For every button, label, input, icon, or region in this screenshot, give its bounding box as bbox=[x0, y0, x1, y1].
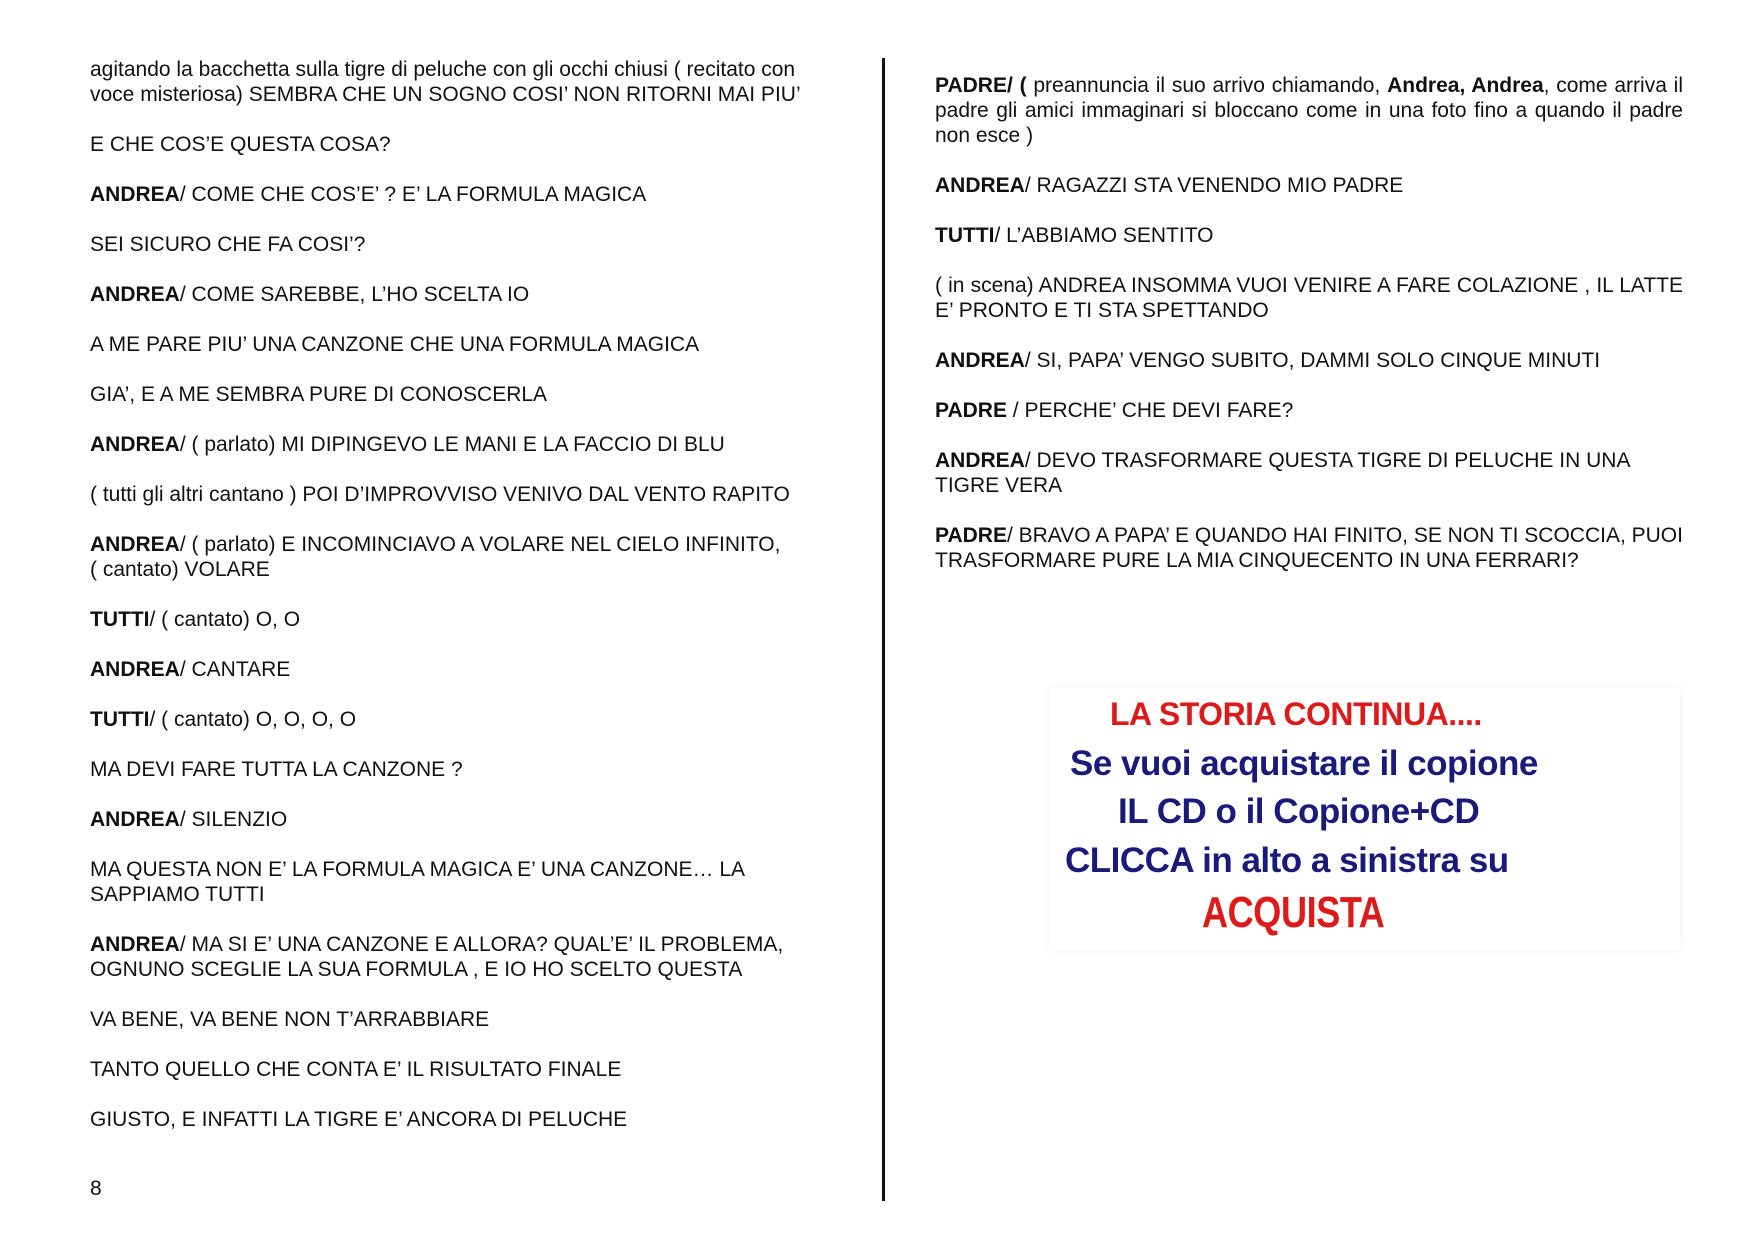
column-divider bbox=[882, 58, 885, 1201]
speaker-name: ANDREA bbox=[90, 183, 180, 206]
dialogue-line: ANDREA/ ( parlato) MI DIPINGEVO LE MANI E LA FACCIO DI BLU bbox=[90, 433, 725, 456]
speaker-name: PADRE/ ( bbox=[935, 74, 1027, 97]
acquista-label: ACQUISTA bbox=[1202, 888, 1385, 937]
speaker-name: PADRE bbox=[935, 524, 1007, 547]
speaker-name: TUTTI bbox=[90, 708, 150, 731]
dialogue-line: TUTTI/ ( cantato) O, O bbox=[90, 608, 301, 631]
dialogue-line: E CHE COS’E QUESTA COSA? bbox=[90, 133, 391, 156]
dialogue-line: ANDREA/ ( parlato) E INCOMINCIAVO A VOLARE NEL CIELO INFINITO, ( cantato) VOLARE bbox=[90, 533, 781, 581]
speaker-name: ANDREA bbox=[935, 449, 1025, 472]
promo-headline: LA STORIA CONTINUA.... bbox=[1110, 696, 1482, 732]
dialogue-line: PADRE/ BRAVO A PAPA’ E QUANDO HAI FINITO, SE NON TI SCOCCIA, PUOI TRASFORMARE PURE LA MIA CINQUECENTO IN UNA FERRARI? bbox=[935, 524, 1683, 572]
speaker-name: PADRE bbox=[935, 399, 1007, 422]
dialogue-line: ( in scena) ANDREA INSOMMA VUOI VENIRE A FARE COLAZIONE , IL LATTE E’ PRONTO E TI STA SPETTANDO bbox=[935, 274, 1683, 322]
dialogue-line: A ME PARE PIU’ UNA CANZONE CHE UNA FORMULA MAGICA bbox=[90, 333, 700, 356]
speaker-name: ANDREA bbox=[90, 433, 180, 456]
dialogue-line: ANDREA/ CANTARE bbox=[90, 658, 291, 681]
dialogue-line: MA QUESTA NON E’ LA FORMULA MAGICA E’ UNA CANZONE… LA SAPPIAMO TUTTI bbox=[90, 858, 746, 906]
promo-line: IL CD o il Copione+CD bbox=[1118, 792, 1480, 831]
dialogue-line: SEI SICURO CHE FA COSI’? bbox=[90, 233, 366, 256]
speaker-name: TUTTI bbox=[90, 608, 150, 631]
dialogue-line: MA DEVI FARE TUTTA LA CANZONE ? bbox=[90, 758, 463, 781]
dialogue-line: TUTTI/ ( cantato) O, O, O, O bbox=[90, 708, 357, 731]
dialogue-line: ( tutti gli altri cantano ) POI D’IMPROVVISO VENIVO DAL VENTO RAPITO bbox=[90, 483, 790, 506]
speaker-name: ANDREA bbox=[935, 174, 1025, 197]
stage-direction: agitando la bacchetta sulla tigre di peluche con gli occhi chiusi ( recitato con voce misteriosa) SEMBRA CHE UN SOGNO COSI’ NON RITORNI MAI PIU’ bbox=[90, 58, 801, 106]
dialogue-line: GIUSTO, E INFATTI LA TIGRE E’ ANCORA DI PELUCHE bbox=[90, 1108, 628, 1131]
dialogue-line: ANDREA/ SILENZIO bbox=[90, 808, 288, 831]
speaker-name: ANDREA bbox=[90, 533, 180, 556]
dialogue-line: ANDREA/ MA SI E’ UNA CANZONE E ALLORA? QUAL’E’ IL PROBLEMA, OGNUNO SCEGLIE LA SUA FORMULA , E IO HO SCELTO QUESTA bbox=[90, 933, 784, 981]
dialogue-line: ANDREA/ DEVO TRASFORMARE QUESTA TIGRE DI PELUCHE IN UNA TIGRE VERA bbox=[935, 449, 1630, 497]
dialogue-line: TANTO QUELLO CHE CONTA E’ IL RISULTATO FINALE bbox=[90, 1058, 622, 1081]
speaker-name: ANDREA bbox=[935, 349, 1025, 372]
speaker-name: ANDREA bbox=[90, 283, 180, 306]
dialogue-line: PADRE / PERCHE’ CHE DEVI FARE? bbox=[935, 399, 1294, 422]
speaker-name: ANDREA bbox=[90, 933, 180, 956]
dialogue-line: ANDREA/ COME CHE COS’E’ ? E’ LA FORMULA MAGICA bbox=[90, 183, 647, 206]
dialogue-line: VA BENE, VA BENE NON T’ARRABBIARE bbox=[90, 1008, 490, 1031]
speaker-name: TUTTI bbox=[935, 224, 995, 247]
page-number: 8 bbox=[90, 1177, 102, 1200]
promo-line: CLICCA in alto a sinistra su bbox=[1065, 841, 1509, 880]
dialogue-line: ANDREA/ SI, PAPA’ VENGO SUBITO, DAMMI SOLO CINQUE MINUTI bbox=[935, 349, 1601, 372]
dialogue-line: ANDREA/ COME SAREBBE, L’HO SCELTA IO bbox=[90, 283, 530, 306]
promo-line: Se vuoi acquistare il copione bbox=[1070, 744, 1538, 783]
dialogue-line: GIA’, E A ME SEMBRA PURE DI CONOSCERLA bbox=[90, 383, 548, 406]
speaker-name: ANDREA bbox=[90, 658, 180, 681]
stage-direction: PADRE/ ( preannuncia il suo arrivo chiamando, Andrea, Andrea, come arriva il padre gli amici immaginari si bloccano come in una foto fino a quando il padre non esce ) bbox=[935, 74, 1684, 147]
speaker-name: ANDREA bbox=[90, 808, 180, 831]
purchase-promo-banner bbox=[1050, 688, 1680, 950]
dialogue-line: TUTTI/ L’ABBIAMO SENTITO bbox=[935, 224, 1214, 247]
dialogue-line: ANDREA/ RAGAZZI STA VENENDO MIO PADRE bbox=[935, 174, 1404, 197]
